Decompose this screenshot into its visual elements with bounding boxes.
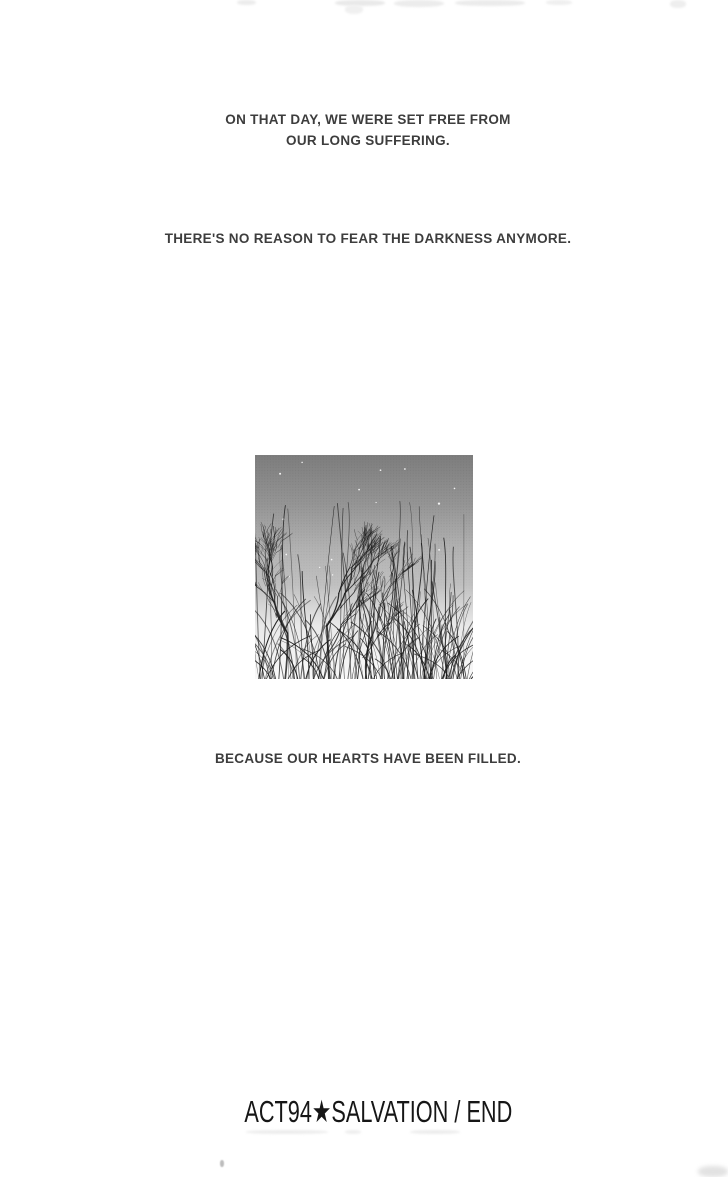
narration-caption-opening [4,109,728,151]
scan-artifact [345,5,363,14]
tree-panel-svg [255,455,473,679]
tree-panel-image [255,455,473,679]
scan-artifact [546,0,572,5]
narration-caption-closing: BECAUSE OUR HEARTS HAVE BEEN FILLED. [214,751,522,766]
narration-line: ON THAT DAY, WE WERE SET FREE FROM [225,112,511,127]
narration-caption-middle: THERE'S NO REASON TO FEAR THE DARKNESS ANYMORE. [164,231,572,246]
scan-artifact [670,0,686,8]
scan-artifact [410,1130,460,1134]
scan-artifact [345,1130,361,1134]
scan-artifact [246,1130,328,1134]
scan-artifact [455,0,525,6]
chapter-end-text: ACT94★SALVATION / END [244,1094,512,1129]
scan-artifact [220,1160,224,1167]
narration-line: OUR LONG SUFFERING. [286,133,450,148]
scan-artifact [698,1166,728,1177]
scan-artifact [394,0,444,7]
chapter-end-title [14,1094,728,1130]
scan-artifact [237,0,256,5]
